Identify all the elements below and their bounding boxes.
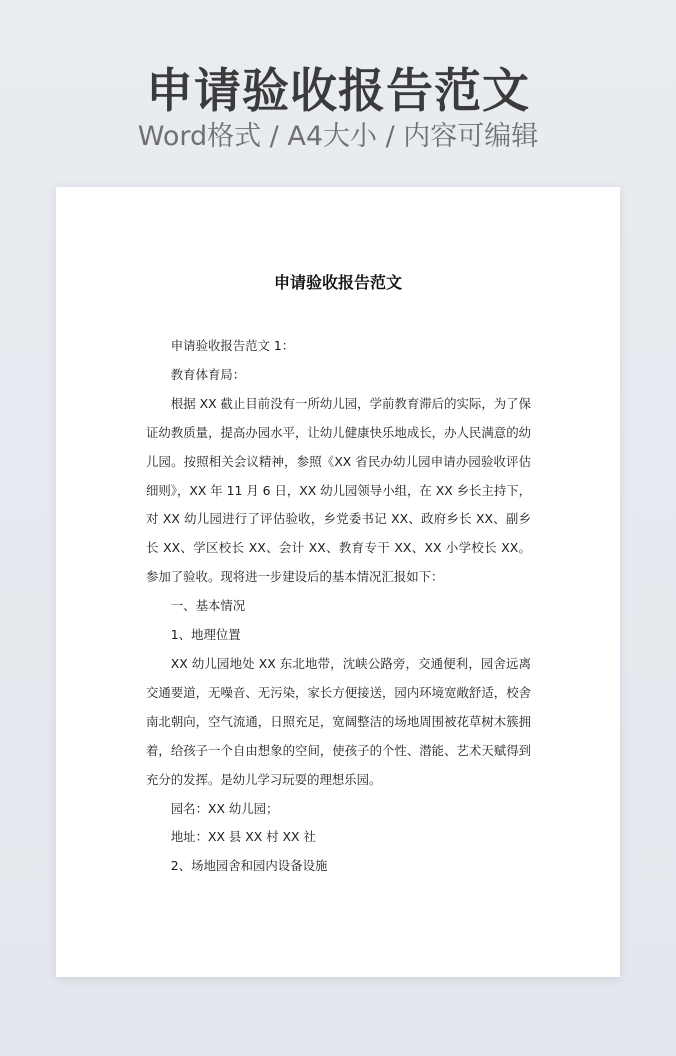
paragraph-heading-1: 申请验收报告范文 1：: [170, 338, 295, 353]
document-title: 申请验收报告范文: [273, 273, 402, 292]
paragraph-address: 地址：XX 县 XX 村 XX 社: [170, 829, 316, 845]
paragraph-name: 园名：XX 幼儿园；: [170, 800, 279, 816]
banner-title: 申请验收报告范文: [146, 64, 530, 119]
banner-subtitle: Word格式 / A4大小 / 内容可编辑: [137, 121, 539, 152]
document-page: [56, 187, 620, 977]
paragraph-intro: 根据 XX 截止目前没有一所幼儿园，学前教育滞后的实际，为了保证幼教质量，提高办园水平，让幼儿健康快乐地成长，办人民满意的幼儿园。按照相关会议精神，参照《XX 省民办幼儿园申请办园验收评估细则》，XX 年 11 月 6 日，XX 幼儿园领导小组，在 XX 乡长主持下，对 XX 幼儿园进行了评估验收，乡党委书记 XX、政府乡长 XX、副乡长 XX、学区校长 XX、会计 XX、教育专干 XX、XX 小学校长 XX。参加了验收。现将进一步建设后的基本情况汇报如下：: [146, 395, 531, 585]
subsection-heading-location: 1、地理位置: [170, 627, 241, 643]
paragraph-location: XX 幼儿园地处 XX 东北地带，沈峡公路旁，交通便利，园舍远离交通要道，无噪音、无污染，家长方便接送，园内环境宽敞舒适，校舍南北朝向，空气流通，日照充足，宽阔整洁的场地周围被花草树木簇拥着，给孩子一个自由想象的空间，使孩子的个性、潜能、艺术天赋得到充分的发挥。是幼儿学习玩耍的理想乐园。: [146, 655, 531, 787]
subsection-heading-facilities: 2、场地园舍和园内设备设施: [170, 858, 328, 874]
paragraph-salutation: 教育体育局：: [170, 366, 246, 382]
section-heading-basic: 一、基本情况: [170, 598, 246, 614]
document-body: [146, 332, 531, 881]
